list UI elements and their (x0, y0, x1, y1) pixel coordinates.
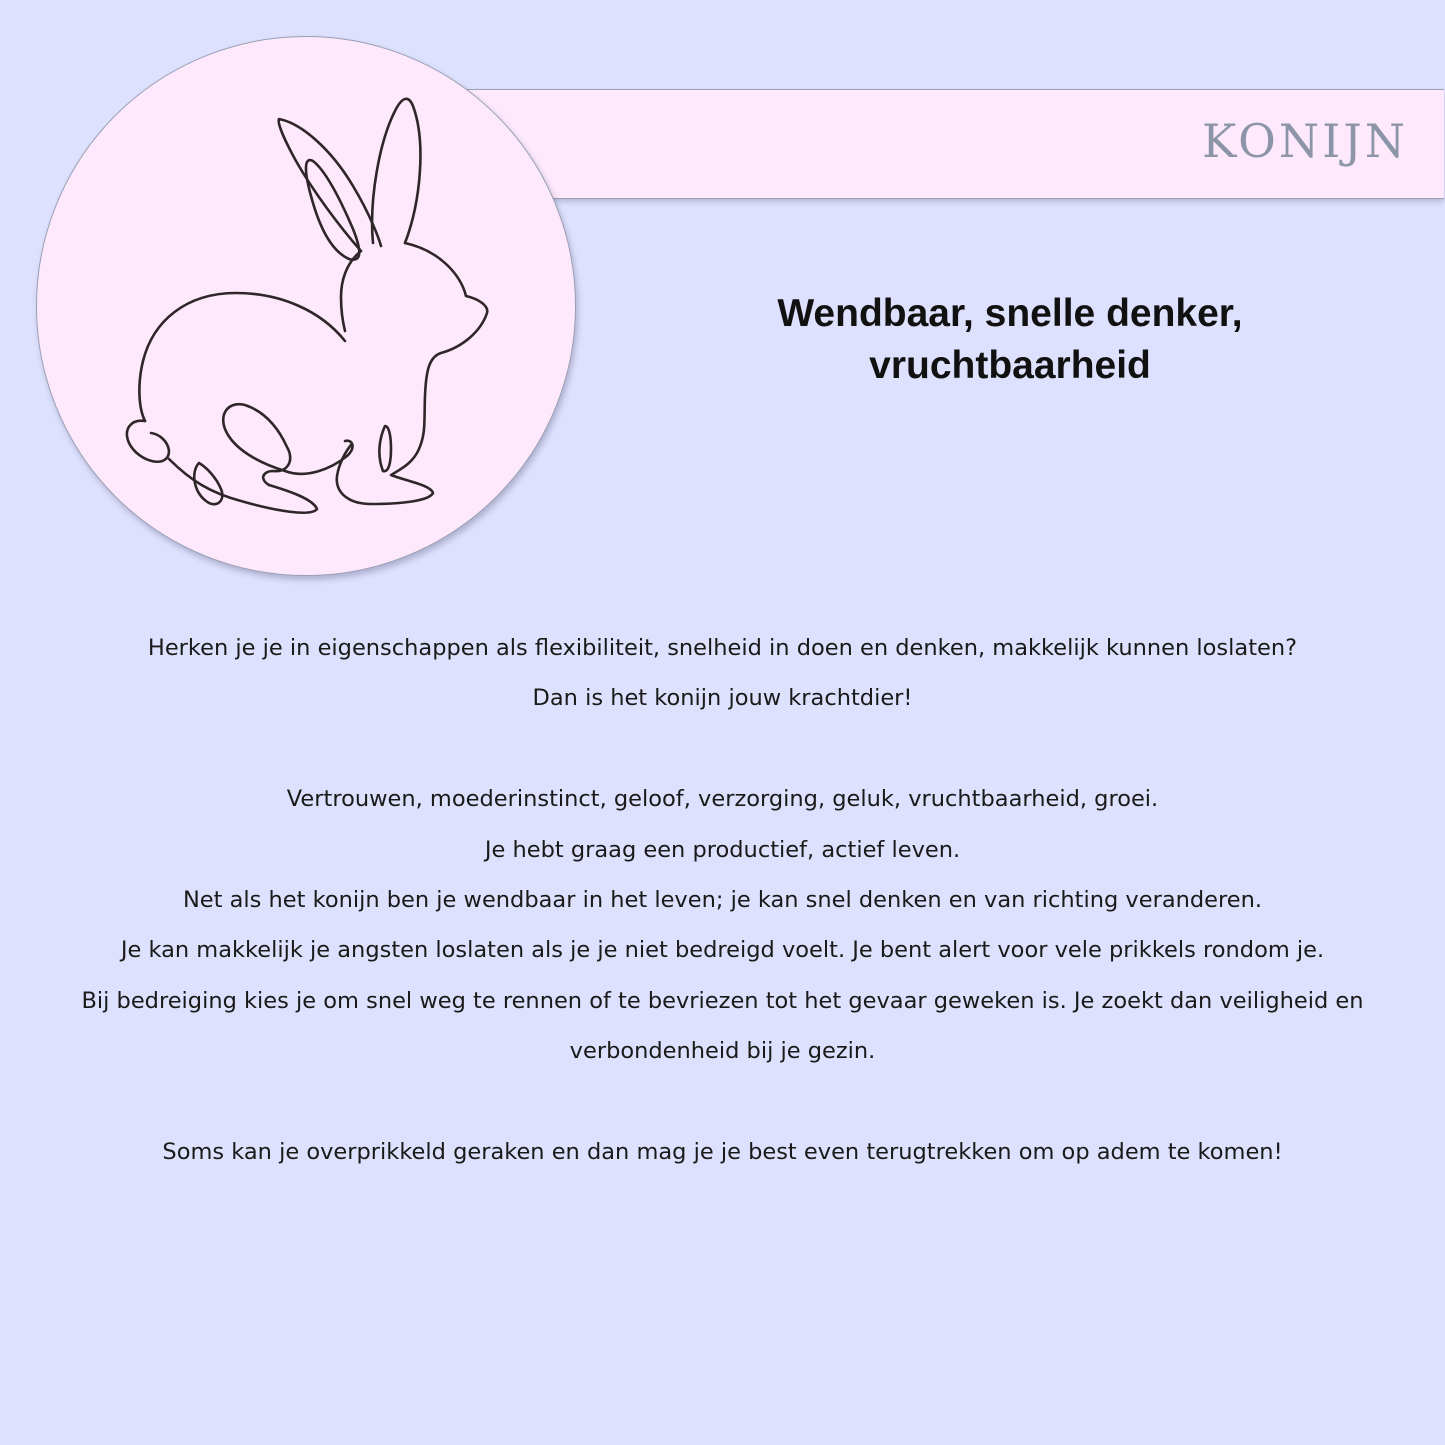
paragraph-line: Bij bedreiging kies je om snel weg te rennen of te bevriezen tot het gevaar geweken is. Je zoekt dan veiligheid en (81, 987, 1364, 1014)
spacer-line (30, 724, 1415, 774)
trait-heading-line-2: vruchtbaarheid (869, 344, 1151, 387)
spacer-line (30, 1077, 1415, 1127)
paragraph-line: Dan is het konijn jouw krachtdier! (532, 685, 913, 712)
paragraph-line: Je kan makkelijk je angsten loslaten als je je niet bedreigd voelt. Je bent alert voor vele prikkels rondom je. (120, 937, 1325, 964)
paragraph-line: Net als het konijn ben je wendbaar in het leven; je kan snel denken en van richting veranderen. (182, 887, 1263, 914)
page-title: KONIJN (1202, 114, 1408, 168)
paragraph-line: Je hebt graag een productief, actief leven. (484, 836, 961, 863)
paragraph-line: Soms kan je overprikkeld geraken en dan mag je je best even terugtrekken om op adem te komen! (162, 1139, 1283, 1166)
paragraph-line: Vertrouwen, moederinstinct, geloof, verzorging, geluk, vruchtbaarheid, groei. (286, 786, 1159, 813)
description-text (30, 623, 1415, 1177)
trait-heading-line-1: Wendbaar, snelle denker, (777, 292, 1243, 335)
rabbit-medallion (36, 36, 576, 576)
rabbit-line-art-icon (1, 1, 541, 541)
paragraph-line: Herken je je in eigenschappen als flexibiliteit, snelheid in doen en denken, makkelijk kunnen loslaten? (147, 635, 1298, 661)
trait-heading (690, 288, 1330, 392)
title-banner (420, 89, 1444, 199)
paragraph-line: verbondenheid bij je gezin. (569, 1038, 876, 1065)
